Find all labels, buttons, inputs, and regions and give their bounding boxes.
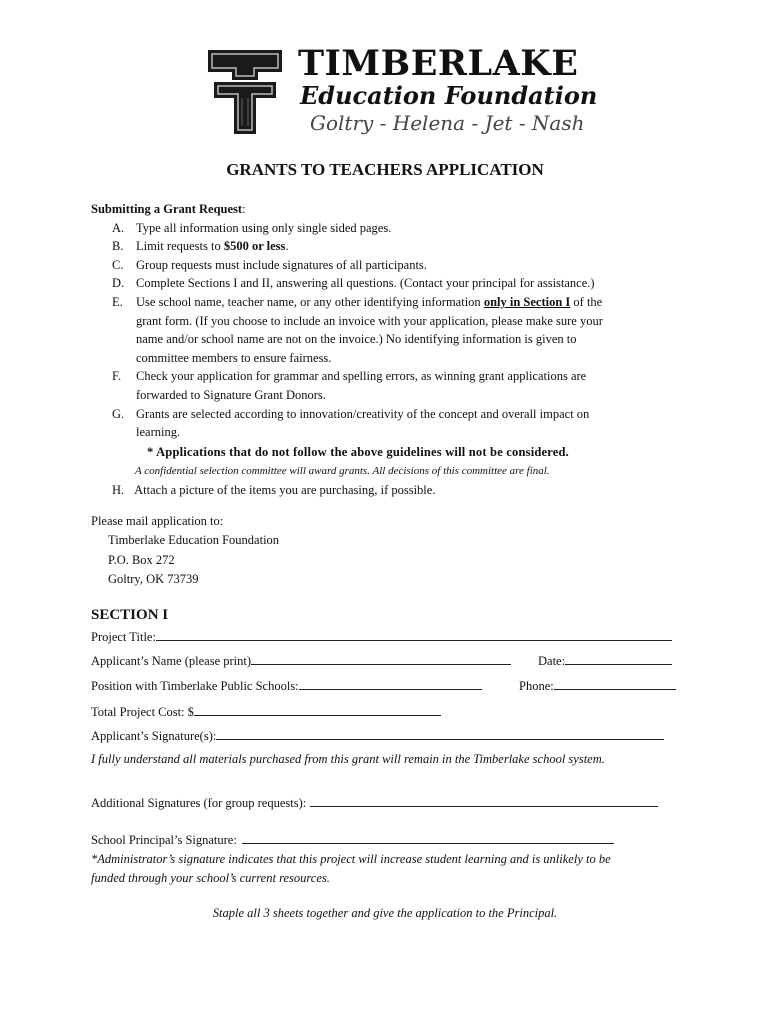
applicant-signature-field[interactable]: Applicant’s Signature(s):: [91, 727, 664, 744]
applicant-name-field[interactable]: Applicant’s Name (please print): [91, 652, 511, 669]
list-item: H. Attach a picture of the items you are purchasing, if possible.: [112, 483, 436, 497]
section-heading: SECTION I: [91, 607, 169, 623]
list-item: D. Complete Sections I and II, answering all questions. (Contact your principal for assistance.): [112, 276, 595, 291]
list-item: A. Type all information using only single sided pages.: [112, 220, 392, 235]
org-towns: Goltry - Helena - Jet - Nash: [310, 111, 585, 135]
confidential-note: A confidential selection committee will award grants. All decisions of this committee are final.: [135, 465, 550, 477]
admin-note: *Administrator’s signature indicates that this project will increase student learning and is unlikely to be funded through your school’s current resources.: [91, 852, 611, 885]
list-item: G. Grants are selected according to innovation/creativity of the concept and overall impact on learning.: [112, 406, 590, 440]
additional-signatures-field[interactable]: Additional Signatures (for group requests):: [91, 794, 658, 811]
list-item: F. Check your application for grammar and spelling errors, as winning grant applications are forwarded to Signature Grant Donors.: [112, 369, 587, 402]
list-item: C. Group requests must include signatures of all participants.: [112, 257, 427, 272]
warning-text: * Applications that do not follow the above guidelines will not be considered.: [147, 445, 570, 459]
mail-intro: Please mail application to:: [91, 514, 224, 528]
footer-note: Staple all 3 sheets together and give the application to the Principal.: [212, 906, 558, 920]
mail-line: Goltry, OK 73739: [108, 571, 199, 586]
date-field[interactable]: Date:: [538, 652, 672, 669]
double-t-logo-icon: [206, 46, 284, 138]
org-subtitle: Education Foundation: [300, 81, 598, 110]
project-title-field[interactable]: Project Title:: [91, 628, 672, 645]
total-cost-field[interactable]: Total Project Cost: $: [91, 703, 441, 720]
principal-signature-field[interactable]: School Principal’s Signature:: [91, 831, 614, 848]
phone-field[interactable]: Phone:: [519, 677, 676, 694]
mail-address: [91, 512, 279, 589]
page-title: GRANTS TO TEACHERS APPLICATION: [226, 160, 544, 179]
materials-note: I fully understand all materials purchased from this grant will remain in the Timberlake school system.: [91, 752, 605, 766]
position-field[interactable]: Position with Timberlake Public Schools:: [91, 677, 482, 694]
mail-line: Timberlake Education Foundation: [108, 533, 280, 548]
list-item: B. Limit requests to $500 or less.: [112, 239, 289, 254]
list-item: E. Use school name, teacher name, or any other identifying information only in Section I of the grant form. (If you choose to include an invoice with your application, please make sure your name and/or school name are not on the invoice.) No identifying information is given to committee members to ensure fairness.: [112, 294, 603, 365]
requirements-list: [91, 219, 691, 442]
submitting-section: [91, 200, 691, 442]
mail-line: P.O. Box 272: [108, 552, 175, 567]
org-name: TIMBERLAKE: [298, 43, 579, 84]
submitting-heading: Submitting a Grant Request:: [91, 202, 246, 216]
